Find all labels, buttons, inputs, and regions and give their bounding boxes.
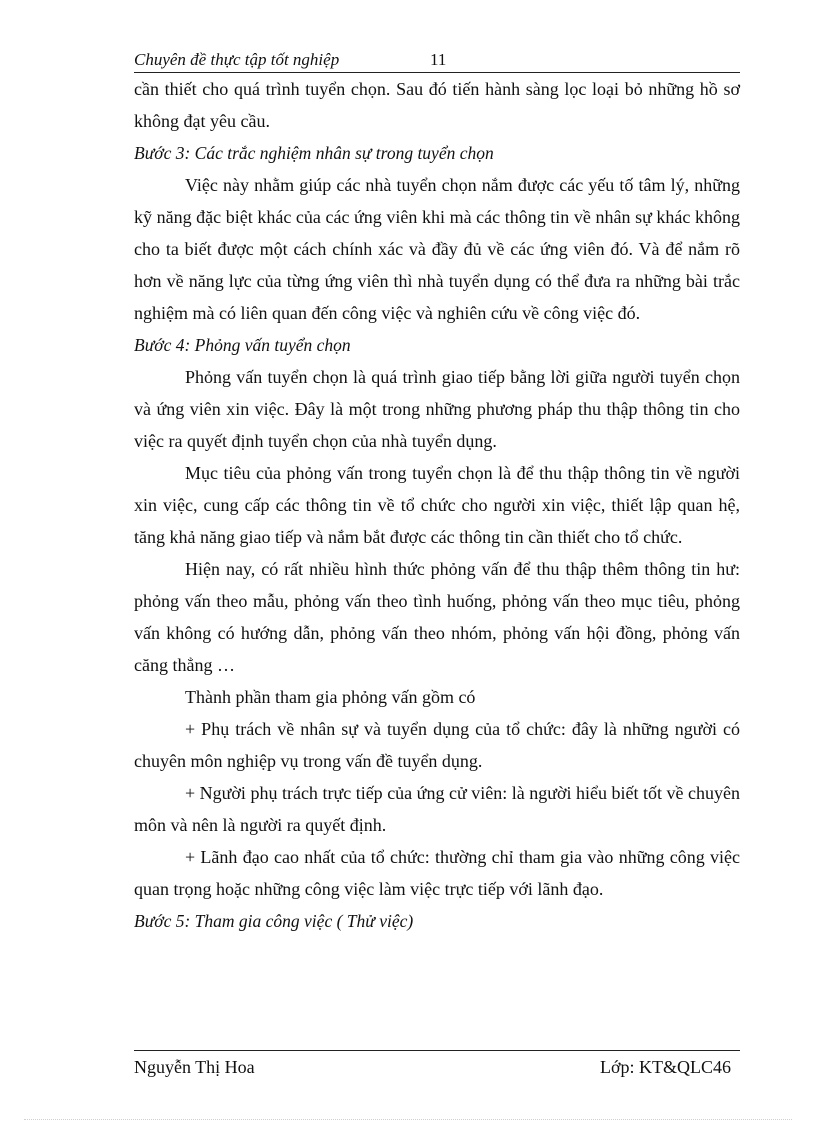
document-body [134, 73, 740, 937]
paragraph: Mục tiêu của phỏng vấn trong tuyển chọn là để thu thập thông tin về người xin việc, cung cấp các thông tin về tổ chức cho người xin việc, thiết lập quan hệ, tăng khả năng giao tiếp và nắm bắt được các thông tin cần thiết cho tổ chức. [134, 463, 740, 547]
list-item: + Lãnh đạo cao nhất của tổ chức: thường chỉ tham gia vào những công việc quan trọng hoặc những công việc làm việc trực tiếp với lãnh đạo. [134, 847, 740, 899]
paragraph: cần thiết cho quá trình tuyển chọn. Sau đó tiến hành sàng lọc loại bỏ những hồ sơ không đạt yêu cầu. [134, 79, 740, 131]
paragraph: Thành phần tham gia phỏng vấn gồm có [185, 687, 476, 707]
step-heading: Bước 3: Các trắc nghiệm nhân sự trong tuyển chọn [134, 143, 494, 163]
page-number: 11 [430, 50, 447, 69]
footer-class: Lớp: KT&QLC46 [599, 1057, 731, 1077]
list-item: + Người phụ trách trực tiếp của ứng cử viên: là người hiểu biết tốt về chuyên môn và nên là người ra quyết định. [134, 783, 740, 835]
paragraph: Hiện nay, có rất nhiều hình thức phỏng vấn để thu thập thêm thông tin hư: phỏng vấn theo mẫu, phỏng vấn theo tình huống, phỏng vấn theo mục tiêu, phỏng vấn không có hướng dẫn, phỏng vấn theo nhóm, phỏng vấn hội đồng, phỏng vấn căng thẳng … [134, 559, 740, 675]
page-edge-divider [24, 1119, 792, 1120]
step-heading: Bước 5: Tham gia công việc ( Thử việc) [134, 911, 414, 931]
list-item: + Phụ trách về nhân sự và tuyển dụng của tổ chức: đây là những người có chuyên môn nghiệp vụ trong vấn đề tuyển dụng. [134, 719, 740, 771]
paragraph: Phỏng vấn tuyển chọn là quá trình giao tiếp bằng lời giữa người tuyển chọn và ứng viên xin việc. Đây là một trong những phương pháp thu thập thông tin cho việc ra quyết định tuyển chọn của nhà tuyển dụng. [134, 367, 740, 451]
page-header [134, 48, 740, 73]
header-title: Chuyên đề thực tập tốt nghiệp [134, 50, 340, 69]
step-heading: Bước 4: Phỏng vấn tuyển chọn [134, 335, 351, 355]
paragraph: Việc này nhằm giúp các nhà tuyển chọn nắm được các yếu tố tâm lý, những kỹ năng đặc biệt khác của các ứng viên khi mà các thông tin về nhân sự khác không cho ta biết được một cách chính xác và đầy đủ về các ứng viên đó. Và để nắm rõ hơn về năng lực của từng ứng viên thì nhà tuyển dụng có thể đưa ra những bài trắc nghiệm mà có liên quan đến công việc và nghiên cứu về công việc đó. [134, 175, 740, 323]
footer-divider [134, 1050, 740, 1051]
footer-author: Nguyễn Thị Hoa [134, 1057, 255, 1077]
